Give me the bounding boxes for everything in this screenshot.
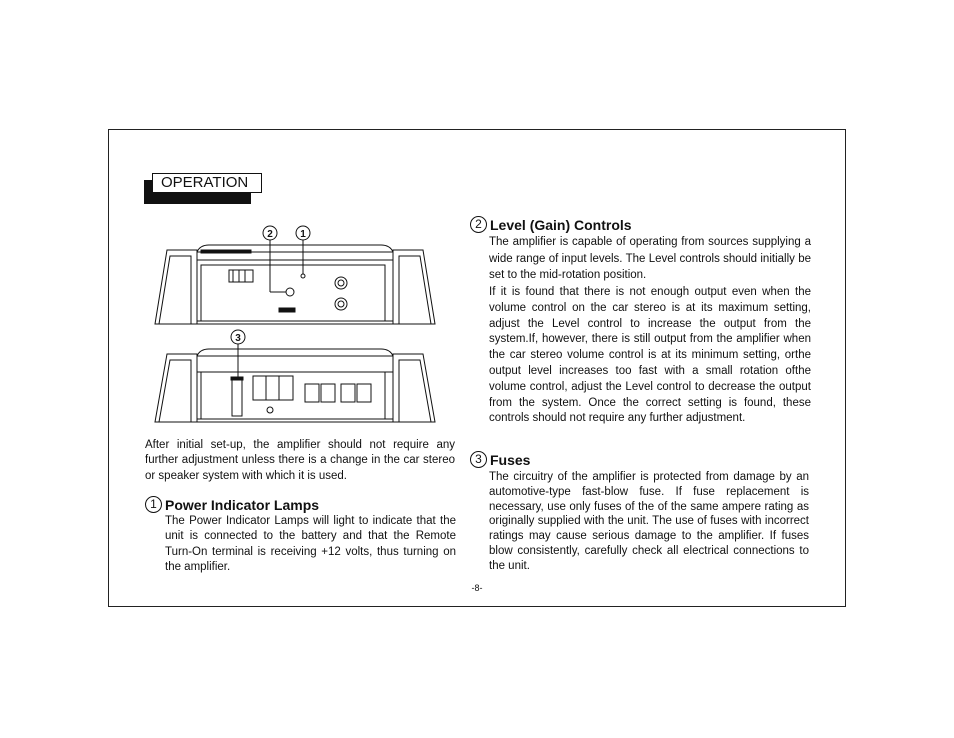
level-knob [286, 288, 294, 296]
speaker-terminal-1 [305, 384, 319, 402]
bottom-amp-body [197, 349, 393, 356]
power-title: Power Indicator Lamps [165, 496, 320, 513]
power-body: The Power Indicator Lamps will light to indicate that the unit is connected to the battery and that the Remote Turn-On terminal is receiving +12 volts, thus turning on the amplifier. [165, 515, 456, 574]
speaker-terminal-3 [341, 384, 355, 402]
rca-jack-top [335, 277, 347, 289]
level-heading [470, 216, 632, 233]
power-heading [145, 496, 319, 513]
callout-label-3: 3 [235, 333, 241, 344]
section-title: OPERATION [152, 173, 262, 193]
speaker-terminal-2 [321, 384, 335, 402]
level-number-badge: 2 [470, 216, 487, 233]
fuse-holder [232, 380, 242, 416]
fuses-heading [470, 451, 530, 468]
callout-label-2: 2 [267, 229, 273, 240]
intro-paragraph: After initial set-up, the amplifier should not require any further adjustment unless there is a change in the car stereo or speaker system with which it is used. [145, 439, 455, 482]
level-title: Level (Gain) Controls [490, 216, 632, 233]
speaker-terminal-4 [357, 384, 371, 402]
amplifier-diagram [145, 222, 445, 432]
level-body-2: If it is found that there is not enough output even when the volume control on the car stereo is at its maximum setting, adjust the Level control to increase the output from the system.If, however, there is still output from the amplifier when the car stereo volume control is at its minimum setting, orthe output level increases too fast with a small rotation ofthe volume control, adjust the Level control to decrease the output from the system. Once the correct setting is found, these controls should not require any further adjustment. [489, 286, 811, 425]
power-number-badge: 1 [145, 496, 162, 513]
fuses-number-badge: 3 [470, 451, 487, 468]
power-led [301, 274, 305, 278]
rca-jack-bottom [335, 298, 347, 310]
level-body-1: The amplifier is capable of operating from sources supplying a wide range of input levels. The Level controls should initially be set to the mid-rotation position. [489, 236, 811, 281]
callout-label-1: 1 [300, 229, 306, 240]
fuses-body: The circuitry of the amplifier is protected from damage by an automotive-type fast-blow fuse. If fuse replacement is necessary, use only fuses of the of the same ampere rating as originally supplied with the unit. The use of fuses with incorrect ratings may cause serious damage to the amplifier. If fuses blow consistently, carefully check all electrical connections to the unit. [489, 471, 809, 572]
fuses-title: Fuses [490, 451, 531, 468]
power-terminal [253, 376, 293, 400]
page-number: -8- [471, 583, 483, 593]
